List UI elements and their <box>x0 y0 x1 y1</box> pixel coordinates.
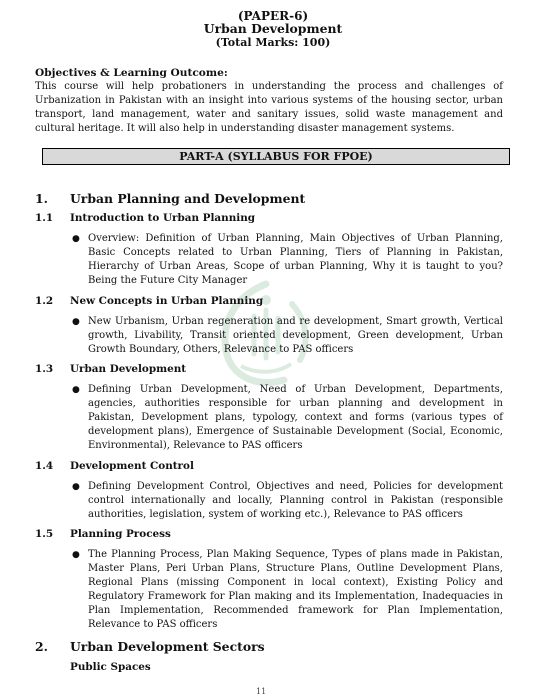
subsection-number: 1.2 <box>35 295 54 307</box>
section-number: 1. <box>35 191 48 206</box>
paper-number: (PAPER-6) <box>237 9 309 23</box>
section-title: Urban Development Sectors <box>70 639 265 654</box>
bullet-icon: ● <box>72 482 80 492</box>
bullet-icon: ● <box>72 317 80 327</box>
subsection-text: Defining Development Control, Objectives and need, Policies for development control internationally and locally, Planning control in Pakistan (responsible authorities, legislation, system of working etc.), Relevance to PAS officers <box>88 481 503 520</box>
subsection-number: 1.1 <box>35 212 54 224</box>
subsection-title: Planning Process <box>70 528 171 540</box>
bullet-icon: ● <box>72 550 80 560</box>
objectives-heading: Objectives & Learning Outcome: <box>35 67 228 79</box>
subsection-number: 1.4 <box>35 460 54 472</box>
paper-title: Urban Development <box>203 21 343 36</box>
part-a-banner: PART-A (SYLLABUS FOR FPOE) <box>42 148 510 165</box>
subsection-text: Overview: Definition of Urban Planning, Main Objectives of Urban Planning, Basic Concepts related to Urban Planning, Tiers of Planning in Pakistan, Hierarchy of Urban Areas, Scope of urban Planning, Why it is taught to you? Being the Future City Manager <box>88 233 503 286</box>
subsection-text: Defining Urban Development, Need of Urban Development, Departments, agencies, authorities responsible for urban planning and development in Pakistan, Development plans, typology, context and forms (various types of development plans), Emergence of Sustainable Development (Social, Economic, Environmental), Relevance to PAS officers <box>88 384 503 451</box>
subsection-number: 1.5 <box>35 528 54 540</box>
public-spaces-heading: Public Spaces <box>70 661 151 673</box>
subsection-title: Development Control <box>70 460 194 472</box>
subsection-text: New Urbanism, Urban regeneration and re development, Smart growth, Vertical growth, Livability, Transit oriented development, Green development, Urban Growth Boundary, Others, Relevance to PAS officers <box>88 316 503 355</box>
page-number: 11 <box>256 687 267 696</box>
total-marks: (Total Marks: 100) <box>215 36 331 49</box>
bullet-icon: ● <box>72 385 80 395</box>
subsection-title: Urban Development <box>70 363 187 375</box>
section-number: 2. <box>35 639 48 654</box>
subsection-title: Introduction to Urban Planning <box>70 212 256 224</box>
subsection-text: The Planning Process, Plan Making Sequence, Types of plans made in Pakistan, Master Plans, Peri Urban Plans, Structure Plans, Outline Development Plans, Regional Plans (missing Component in local context), Existing Policy and Regulatory Framework for Plan making and its Implementation, Inadequacies in Plan Implementation, Recommended framework for Plan Implementation, Relevance to PAS officers <box>88 549 503 630</box>
objectives-text: This course will help probationers in understanding the process and challenges of Urbanization in Pakistan with an insight into various systems of the housing sector, urban transport, land management, water and sanitary issues, solid waste management and cultural heritage. It will also help in understanding disaster management systems. <box>35 81 503 134</box>
section-title: Urban Planning and Development <box>70 191 306 206</box>
bullet-icon: ● <box>72 234 80 244</box>
subsection-title: New Concepts in Urban Planning <box>70 295 264 307</box>
subsection-number: 1.3 <box>35 363 54 375</box>
